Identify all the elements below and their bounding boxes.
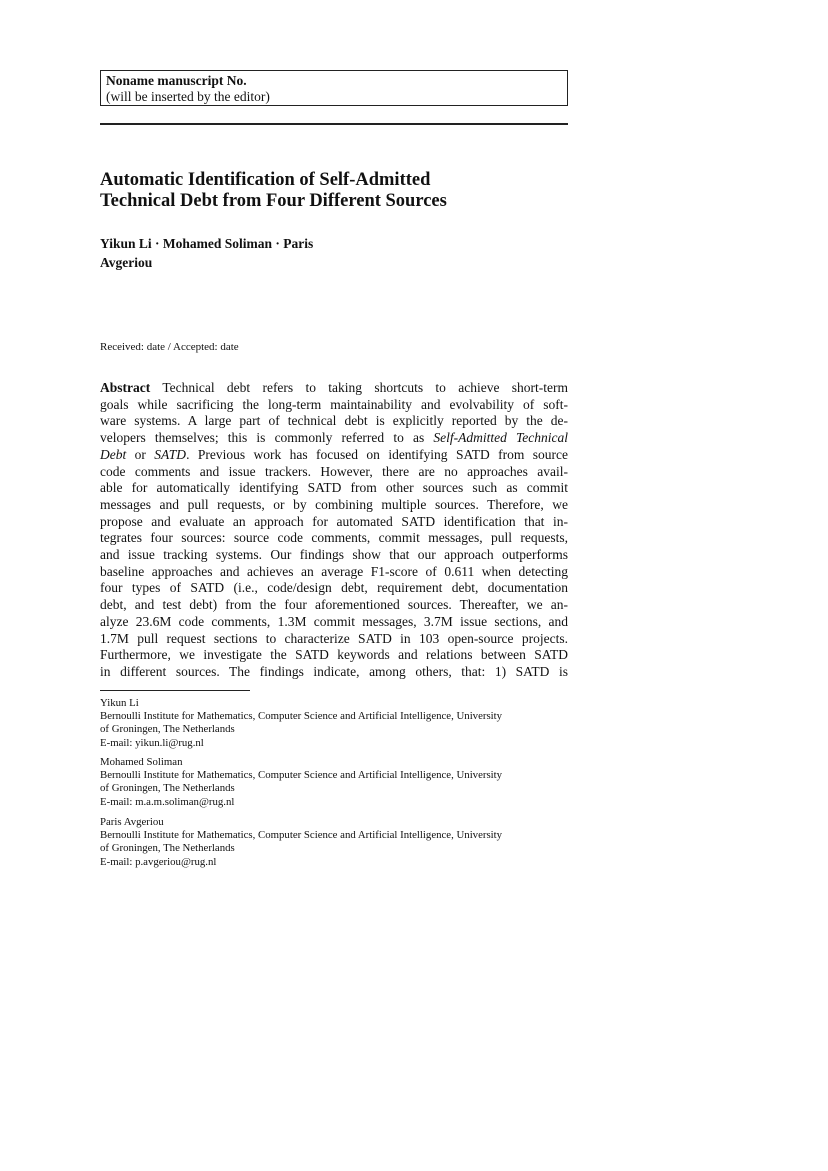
manuscript-number: Noname manuscript No. — [106, 73, 247, 88]
abstract-line: able for automatically identifying SATD from other sources such as commit — [100, 480, 568, 496]
title-line-1: Automatic Identification of Self-Admitted — [100, 170, 431, 190]
affiliation-email: E-mail: m.a.m.soliman@rug.nl — [100, 795, 235, 808]
editor-note: (will be inserted by the editor) — [106, 89, 270, 104]
abstract — [100, 380, 568, 681]
abstract-line: Abstract Technical debt refers to taking shortcuts to achieve short-term — [100, 380, 568, 395]
abstract-line: ware systems. A large part of technical debt is explicitly reported by the de- — [100, 413, 568, 429]
affiliation-block — [100, 756, 580, 809]
abstract-line: propose and evaluate an approach for automated SATD identification that in- — [100, 513, 568, 529]
title-line-2: Technical Debt from Four Different Sources — [100, 191, 447, 211]
affiliation-block — [100, 816, 580, 869]
abstract-line: code comments and issue trackers. However, there are no approaches avail- — [100, 463, 568, 479]
abstract-label: Abstract — [100, 380, 151, 395]
affiliation-location: of Groningen, The Netherlands — [100, 782, 235, 795]
abstract-line: 1.7M pull request sections to characterize SATD in 103 open-source projects. — [100, 630, 568, 646]
abstract-line: alyze 23.6M code comments, 1.3M commit messages, 3.7M issue sections, and — [100, 613, 568, 629]
affiliation-name: Mohamed Soliman — [100, 756, 183, 768]
abstract-line: tegrates four sources: source code comments, commit messages, pull requests, — [100, 530, 568, 546]
affiliation-location: of Groningen, The Netherlands — [100, 723, 235, 736]
authors-line-2: Avgeriou — [100, 255, 153, 270]
affiliation-email: E-mail: yikun.li@rug.nl — [100, 736, 204, 749]
received-accepted-date: Received: date / Accepted: date — [100, 341, 239, 353]
abstract-line: velopers themselves; this is commonly referred to as Self-Admitted Technical — [100, 430, 568, 446]
affiliation-institution: Bernoulli Institute for Mathematics, Computer Science and Artificial Intelligence, University — [100, 769, 503, 782]
affiliation-email: E-mail: p.avgeriou@rug.nl — [100, 855, 217, 868]
abstract-line: Furthermore, we investigate the SATD keywords and relations between SATD — [100, 647, 568, 663]
footnote-rule — [100, 690, 250, 691]
abstract-line: Debt or SATD. Previous work has focused on identifying SATD from source — [100, 446, 568, 462]
paper-title — [100, 170, 568, 212]
abstract-line: goals while sacrificing the long-term maintainability and evolvability of soft- — [100, 396, 568, 412]
abstract-line: messages and pull requests, or by combining multiple sources. Therefore, we — [100, 496, 568, 512]
debt-term: Debt — [100, 446, 127, 462]
authors-line-1: Yikun Li · Mohamed Soliman · Paris — [100, 236, 314, 251]
abstract-line: four types of SATD (i.e., code/design debt, requirement debt, documentation — [100, 580, 568, 596]
affiliation-name: Yikun Li — [100, 697, 139, 709]
header-rule — [100, 123, 568, 125]
affiliation-block — [100, 697, 580, 750]
author-list — [100, 234, 568, 272]
abstract-line: in different sources. The findings indicate, among others, that: 1) SATD is — [100, 663, 568, 679]
abstract-line: baseline approaches and achieves an average F1-score of 0.611 when detecting — [100, 563, 568, 579]
affiliation-institution: Bernoulli Institute for Mathematics, Computer Science and Artificial Intelligence, University — [100, 829, 503, 842]
affiliation-institution: Bernoulli Institute for Mathematics, Computer Science and Artificial Intelligence, University — [100, 710, 503, 723]
satd-abbrev: SATD — [154, 446, 187, 462]
affiliation-location: of Groningen, The Netherlands — [100, 842, 235, 855]
abstract-line: and issue tracking systems. Our findings show that our approach outperforms — [100, 547, 568, 563]
editor-notice-box — [100, 70, 568, 106]
satd-term: Self-Admitted Technical — [433, 430, 568, 446]
affiliation-name: Paris Avgeriou — [100, 816, 164, 828]
abstract-line: debt, and test debt) from the four aforementioned sources. Thereafter, we an- — [100, 597, 568, 613]
